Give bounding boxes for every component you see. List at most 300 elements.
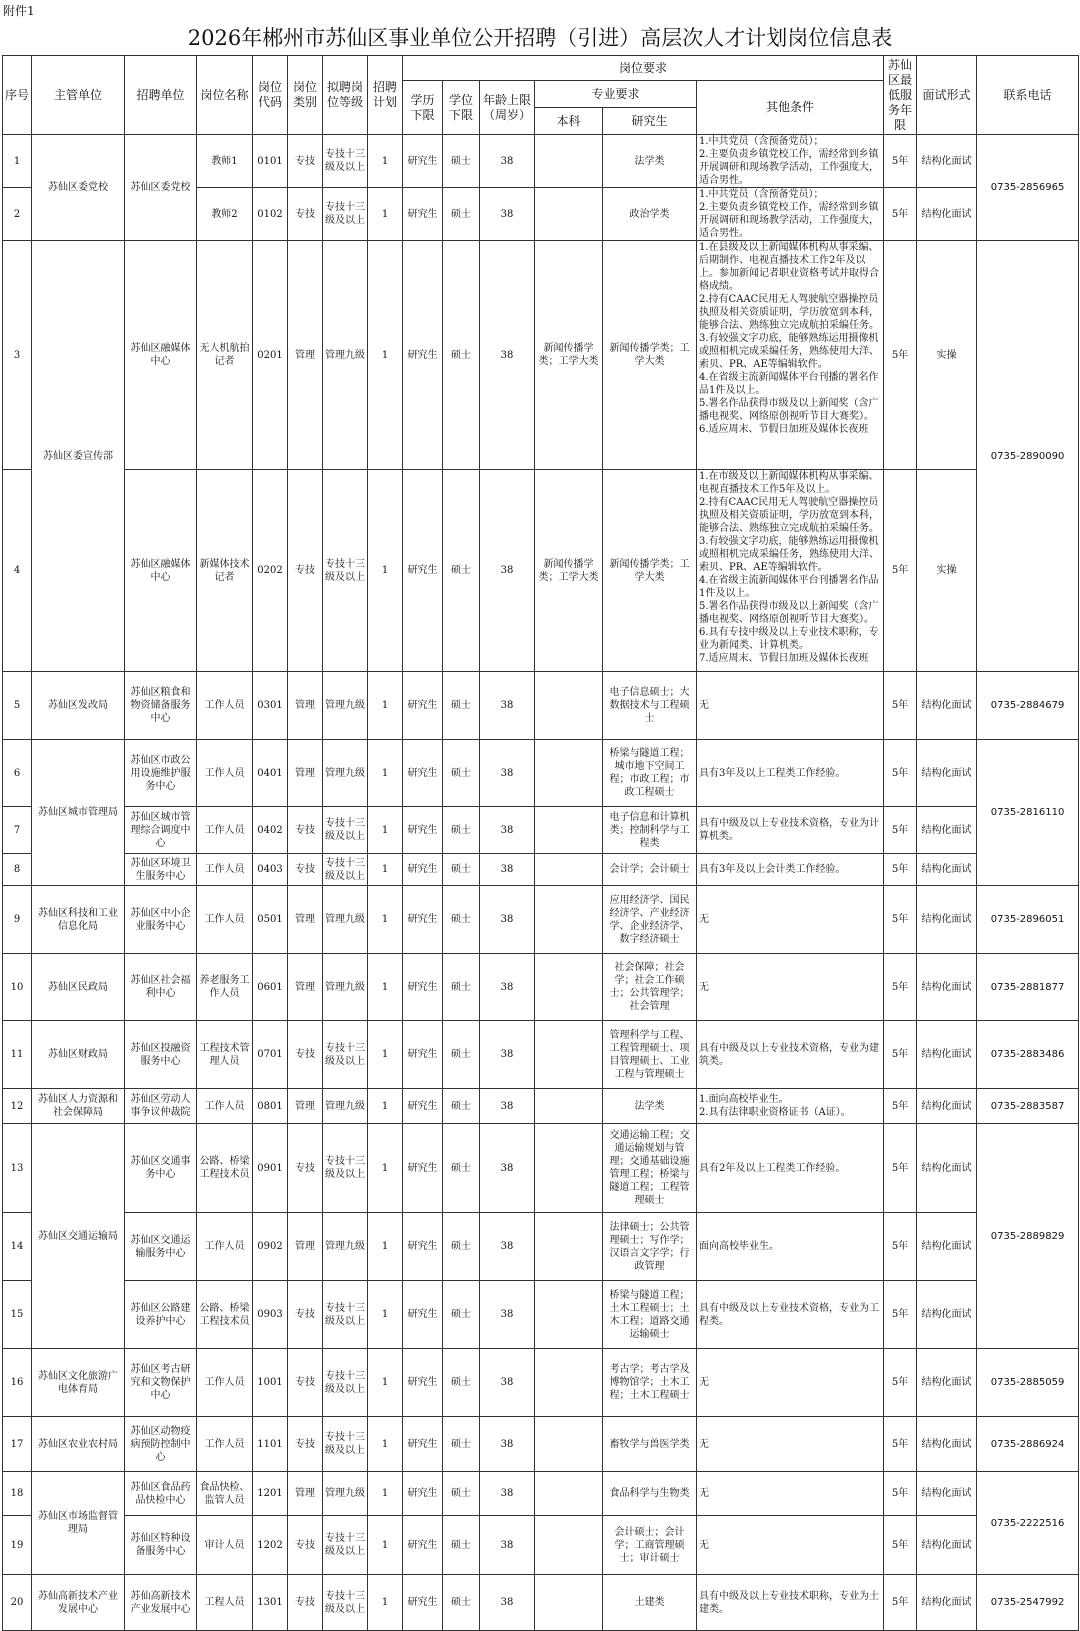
other-conditions: 具有3年及以上会计类工作经验。	[697, 854, 884, 886]
table-row	[3, 1575, 1079, 1631]
degree-min: 硕士	[443, 672, 480, 740]
degree-min: 硕士	[443, 854, 480, 886]
other-conditions: 具有3年及以上工程类工作经验。	[697, 740, 884, 807]
edu-min: 研究生	[403, 188, 443, 241]
post-code: 0501	[253, 886, 288, 954]
major-bachelor: 新闻传播学类；工学大类	[535, 470, 603, 672]
major-grad: 新闻传播学类；工学大类	[603, 470, 697, 672]
row-seq: 17	[3, 1417, 32, 1472]
post-code: 0403	[253, 854, 288, 886]
major-grad: 会计学；会计硕士	[603, 854, 697, 886]
recruit-unit: 苏仙区城市管理综合调度中心	[125, 807, 197, 854]
post-code: 0401	[253, 740, 288, 807]
dept-name: 苏仙区交通运输局	[32, 1124, 125, 1349]
edu-min: 研究生	[403, 1417, 443, 1472]
post-grade: 管理九级	[323, 740, 368, 807]
table-row	[3, 241, 1079, 470]
post-category: 管理	[288, 1213, 323, 1281]
interview-form: 结构化面试	[917, 1349, 977, 1417]
age-max: 38	[480, 1472, 535, 1516]
age-max: 38	[480, 1349, 535, 1417]
dept-name: 苏仙区市场监督管理局	[32, 1472, 125, 1575]
other-conditions: 具有中级及以上专业技术资格，专业为计算机类。	[697, 807, 884, 854]
recruit-plan: 1	[368, 1124, 403, 1213]
other-conditions: 1.在县级及以上新闻媒体机构从事采编、后期制作、电视直播技术工作2年及以上。参加新闻记者职业资格考试并取得合格成绩。 2.持有CAAC民用无人驾驶航空器操控员执照及相关资质证明，学历放宽到本科，能够合法、熟练独立完成航拍采编任务。 3.有较强文字功底，能够熟练运用摄像机或照相机完成采编任务，熟练使用大洋、索贝、PR、AE等编辑软件。 4.在省级主流新闻媒体平台刊播的署名作品1件及以上。 5.署名作品获得市级及以上新闻奖（含广播电视奖、网络原创视听节目大赛奖）。 6.适应周末、节假日加班及媒体长夜班	[697, 241, 884, 470]
header-major: 专业要求	[535, 81, 697, 108]
age-max: 38	[480, 672, 535, 740]
table-row	[3, 854, 1079, 886]
post-code: 0101	[253, 135, 288, 188]
other-conditions: 无	[697, 1472, 884, 1516]
major-bachelor	[535, 672, 603, 740]
recruit-unit: 苏仙区考古研究和文物保护中心	[125, 1349, 197, 1417]
major-grad: 应用经济学、国民经济学、产业经济学、企业经济学、数字经济硕士	[603, 886, 697, 954]
table-row	[3, 740, 1079, 807]
edu-min: 研究生	[403, 807, 443, 854]
post-code: 0201	[253, 241, 288, 470]
post-code: 1201	[253, 1472, 288, 1516]
post-name: 教师2	[197, 188, 253, 241]
post-code: 0601	[253, 954, 288, 1021]
other-conditions: 1.在市级及以上新闻媒体机构从事采编、电视直播技术工作5年及以上。 2.持有CAAC民用无人驾驶航空器操控员执照及相关资质证明，学历放宽到本科，能够合法、熟练独立完成航拍采编任务。 3.有较强文字功底，能够熟练运用摄像机或照相机完成采编任务，熟练使用大洋、索贝、PR、AE等编辑软件。 4.在省级主流新闻媒体平台刊播署名作品1件及以上。 5.署名作品获得市级及以上新闻奖（含广播电视奖、网络原创视听节目大赛奖）。 6.具有专技中级及以上专业技术职称，专业为新闻类、计算机类。 7.适应周末、节假日加班及媒体长夜班	[697, 470, 884, 672]
row-seq: 16	[3, 1349, 32, 1417]
age-max: 38	[480, 1213, 535, 1281]
other-conditions: 具有中级及以上专业技术资格，专业为工程类。	[697, 1281, 884, 1349]
post-name: 教师1	[197, 135, 253, 188]
edu-min: 研究生	[403, 854, 443, 886]
post-code: 0202	[253, 470, 288, 672]
contact-phone: 0735-2889829	[977, 1124, 1079, 1349]
service-years: 5年	[884, 807, 917, 854]
edu-min: 研究生	[403, 241, 443, 470]
interview-form: 结构化面试	[917, 1417, 977, 1472]
recruit-unit: 苏仙区特种设备服务中心	[125, 1516, 197, 1575]
table-body	[3, 135, 1079, 1631]
post-grade: 管理九级	[323, 241, 368, 470]
degree-min: 硕士	[443, 135, 480, 188]
major-grad: 电子信息硕士；大数据技术与工程硕士	[603, 672, 697, 740]
row-seq: 1	[3, 135, 32, 188]
table-row	[3, 1281, 1079, 1349]
major-grad: 桥梁与隧道工程；城市地下空间工程；市政工程；市政工程硕士	[603, 740, 697, 807]
table-row	[3, 886, 1079, 954]
row-seq: 20	[3, 1575, 32, 1631]
post-code: 1001	[253, 1349, 288, 1417]
interview-form: 结构化面试	[917, 188, 977, 241]
header-service: 苏仙区最低服务年限	[884, 56, 917, 135]
age-max: 38	[480, 1417, 535, 1472]
service-years: 5年	[884, 672, 917, 740]
post-name: 养老服务工作人员	[197, 954, 253, 1021]
post-grade: 专技十三级及以上	[323, 854, 368, 886]
edu-min: 研究生	[403, 886, 443, 954]
dept-name: 苏仙区人力资源和社会保障局	[32, 1089, 125, 1124]
degree-min: 硕士	[443, 740, 480, 807]
post-code: 0801	[253, 1089, 288, 1124]
edu-min: 研究生	[403, 1281, 443, 1349]
edu-min: 研究生	[403, 954, 443, 1021]
interview-form: 结构化面试	[917, 1124, 977, 1213]
interview-form: 结构化面试	[917, 1281, 977, 1349]
major-grad: 管理科学与工程、工程管理硕士、项目管理硕士、工业工程与管理硕士	[603, 1021, 697, 1089]
post-category: 专技	[288, 1516, 323, 1575]
contact-phone: 0735-2222516	[977, 1472, 1079, 1575]
row-seq: 19	[3, 1516, 32, 1575]
row-seq: 2	[3, 188, 32, 241]
edu-min: 研究生	[403, 672, 443, 740]
major-bachelor	[535, 740, 603, 807]
recruit-plan: 1	[368, 1089, 403, 1124]
major-grad: 土建类	[603, 1575, 697, 1631]
recruit-unit: 苏仙区融媒体中心	[125, 470, 197, 672]
dept-name: 苏仙区城市管理局	[32, 740, 125, 886]
table-row	[3, 1516, 1079, 1575]
major-grad: 交通运输工程；交通运输规划与管理；交通基础设施管理工程；桥梁与隧道工程；工程管理硕士	[603, 1124, 697, 1213]
degree-min: 硕士	[443, 1213, 480, 1281]
service-years: 5年	[884, 1472, 917, 1516]
age-max: 38	[480, 807, 535, 854]
post-category: 专技	[288, 1417, 323, 1472]
post-category: 专技	[288, 188, 323, 241]
service-years: 5年	[884, 188, 917, 241]
table-row	[3, 954, 1079, 1021]
table-row	[3, 1349, 1079, 1417]
major-grad: 桥梁与隧道工程；土木工程硕士；土木工程；道路交通运输硕士	[603, 1281, 697, 1349]
edu-min: 研究生	[403, 1575, 443, 1631]
degree-min: 硕士	[443, 1516, 480, 1575]
recruit-unit: 苏仙区食品药品快检中心	[125, 1472, 197, 1516]
service-years: 5年	[884, 954, 917, 1021]
age-max: 38	[480, 1089, 535, 1124]
other-conditions: 面向高校毕业生。	[697, 1213, 884, 1281]
service-years: 5年	[884, 1021, 917, 1089]
recruit-unit: 苏仙区市政公用设施维护服务中心	[125, 740, 197, 807]
row-seq: 7	[3, 807, 32, 854]
header-grad: 研究生	[603, 108, 697, 135]
recruit-plan: 1	[368, 1472, 403, 1516]
interview-form: 结构化面试	[917, 1089, 977, 1124]
row-seq: 6	[3, 740, 32, 807]
major-grad: 畜牧学与兽医学类	[603, 1417, 697, 1472]
recruit-plan: 1	[368, 241, 403, 470]
recruit-unit: 苏仙区社会福利中心	[125, 954, 197, 1021]
major-bachelor	[535, 1516, 603, 1575]
post-category: 专技	[288, 1575, 323, 1631]
interview-form: 结构化面试	[917, 1021, 977, 1089]
degree-min: 硕士	[443, 1575, 480, 1631]
row-seq: 14	[3, 1213, 32, 1281]
post-name: 食品快检、监管人员	[197, 1472, 253, 1516]
recruit-plan: 1	[368, 740, 403, 807]
major-bachelor	[535, 1575, 603, 1631]
interview-form: 结构化面试	[917, 886, 977, 954]
contact-phone: 0735-2547992	[977, 1575, 1079, 1631]
degree-min: 硕士	[443, 807, 480, 854]
post-category: 专技	[288, 1281, 323, 1349]
dept-name: 苏仙区农业农村局	[32, 1417, 125, 1472]
major-bachelor	[535, 854, 603, 886]
post-grade: 管理九级	[323, 1213, 368, 1281]
edu-min: 研究生	[403, 1516, 443, 1575]
row-seq: 9	[3, 886, 32, 954]
header-unit: 招聘单位	[125, 56, 197, 135]
post-name: 公路、桥梁工程技术员	[197, 1281, 253, 1349]
edu-min: 研究生	[403, 1124, 443, 1213]
header-requirements: 岗位要求	[403, 56, 884, 81]
contact-phone: 0735-2883486	[977, 1021, 1079, 1089]
post-name: 工作人员	[197, 886, 253, 954]
post-name: 公路、桥梁工程技术员	[197, 1124, 253, 1213]
recruit-unit: 苏仙区劳动人事争议仲裁院	[125, 1089, 197, 1124]
degree-min: 硕士	[443, 1089, 480, 1124]
post-category: 管理	[288, 1472, 323, 1516]
degree-min: 硕士	[443, 470, 480, 672]
recruit-unit: 苏仙区公路建设养护中心	[125, 1281, 197, 1349]
service-years: 5年	[884, 1575, 917, 1631]
post-grade: 专技十三级及以上	[323, 807, 368, 854]
post-name: 工作人员	[197, 740, 253, 807]
row-seq: 4	[3, 470, 32, 672]
age-max: 38	[480, 1281, 535, 1349]
dept-name: 苏仙区文化旅游广电体育局	[32, 1349, 125, 1417]
edu-min: 研究生	[403, 740, 443, 807]
row-seq: 13	[3, 1124, 32, 1213]
other-conditions: 无	[697, 1349, 884, 1417]
other-conditions: 无	[697, 886, 884, 954]
other-conditions: 1.面向高校毕业生。 2.具有法律职业资格证书（A证）。	[697, 1089, 884, 1124]
edu-min: 研究生	[403, 1349, 443, 1417]
post-category: 管理	[288, 740, 323, 807]
row-seq: 5	[3, 672, 32, 740]
header-plan: 招聘计划	[368, 56, 403, 135]
service-years: 5年	[884, 470, 917, 672]
post-grade: 管理九级	[323, 886, 368, 954]
post-category: 管理	[288, 241, 323, 470]
table-row	[3, 1213, 1079, 1281]
header-other: 其他条件	[697, 81, 884, 135]
age-max: 38	[480, 241, 535, 470]
page-title: 2026年郴州市苏仙区事业单位公开招聘（引进）高层次人才计划岗位信息表	[187, 26, 893, 50]
interview-form: 结构化面试	[917, 135, 977, 188]
post-name: 工作人员	[197, 1213, 253, 1281]
major-grad: 会计硕士；会计学；工商管理硕士；审计硕士	[603, 1516, 697, 1575]
post-code: 0102	[253, 188, 288, 241]
contact-phone: 0735-2890090	[977, 241, 1079, 672]
degree-min: 硕士	[443, 954, 480, 1021]
table-row	[3, 807, 1079, 854]
age-max: 38	[480, 954, 535, 1021]
service-years: 5年	[884, 1089, 917, 1124]
post-category: 专技	[288, 1349, 323, 1417]
major-bachelor	[535, 807, 603, 854]
recruit-plan: 1	[368, 135, 403, 188]
recruit-plan: 1	[368, 1349, 403, 1417]
interview-form: 结构化面试	[917, 1213, 977, 1281]
interview-form: 实操	[917, 470, 977, 672]
degree-min: 硕士	[443, 1281, 480, 1349]
dept-name: 苏仙区民政局	[32, 954, 125, 1021]
post-category: 专技	[288, 470, 323, 672]
dept-name: 苏仙区发改局	[32, 672, 125, 740]
table-header	[3, 56, 1079, 135]
age-max: 38	[480, 886, 535, 954]
row-seq: 12	[3, 1089, 32, 1124]
edu-min: 研究生	[403, 1213, 443, 1281]
row-seq: 8	[3, 854, 32, 886]
row-seq: 10	[3, 954, 32, 1021]
service-years: 5年	[884, 886, 917, 954]
dept-name: 苏仙区财政局	[32, 1021, 125, 1089]
edu-min: 研究生	[403, 135, 443, 188]
age-max: 38	[480, 740, 535, 807]
other-conditions: 无	[697, 1417, 884, 1472]
contact-phone: 0735-2883587	[977, 1089, 1079, 1124]
row-seq: 18	[3, 1472, 32, 1516]
header-code: 岗位代码	[253, 56, 288, 135]
other-conditions: 具有中级及以上专业技术职称，专业为土建类。	[697, 1575, 884, 1631]
post-category: 专技	[288, 1021, 323, 1089]
major-bachelor	[535, 1124, 603, 1213]
interview-form: 结构化面试	[917, 1516, 977, 1575]
age-max: 38	[480, 188, 535, 241]
header-post: 岗位名称	[197, 56, 253, 135]
service-years: 5年	[884, 1417, 917, 1472]
interview-form: 结构化面试	[917, 1575, 977, 1631]
dept-name: 苏仙高新技术产业发展中心	[32, 1575, 125, 1631]
post-code: 0901	[253, 1124, 288, 1213]
row-seq: 15	[3, 1281, 32, 1349]
row-seq: 3	[3, 241, 32, 470]
post-name: 无人机航拍记者	[197, 241, 253, 470]
major-grad: 新闻传播学类；工学大类	[603, 241, 697, 470]
table-row	[3, 1021, 1079, 1089]
post-code: 1301	[253, 1575, 288, 1631]
degree-min: 硕士	[443, 1124, 480, 1213]
post-code: 0701	[253, 1021, 288, 1089]
header-degree: 学位下限	[443, 81, 480, 135]
service-years: 5年	[884, 854, 917, 886]
service-years: 5年	[884, 1213, 917, 1281]
recruit-plan: 1	[368, 672, 403, 740]
edu-min: 研究生	[403, 1472, 443, 1516]
header-edu: 学历下限	[403, 81, 443, 135]
post-grade: 专技十三级及以上	[323, 1575, 368, 1631]
recruit-unit: 苏仙区融媒体中心	[125, 241, 197, 470]
recruit-unit: 苏仙区交通事务中心	[125, 1124, 197, 1213]
recruit-plan: 1	[368, 188, 403, 241]
recruit-unit: 苏仙区交通运输服务中心	[125, 1213, 197, 1281]
edu-min: 研究生	[403, 470, 443, 672]
interview-form: 结构化面试	[917, 740, 977, 807]
post-category: 专技	[288, 854, 323, 886]
major-bachelor	[535, 135, 603, 188]
service-years: 5年	[884, 1349, 917, 1417]
post-name: 工程技术管理人员	[197, 1021, 253, 1089]
recruit-plan: 1	[368, 807, 403, 854]
post-code: 0301	[253, 672, 288, 740]
age-max: 38	[480, 1021, 535, 1089]
post-category: 管理	[288, 672, 323, 740]
edu-min: 研究生	[403, 1021, 443, 1089]
contact-phone: 0735-2885059	[977, 1349, 1079, 1417]
post-category: 专技	[288, 1124, 323, 1213]
post-grade: 管理九级	[323, 672, 368, 740]
post-code: 0903	[253, 1281, 288, 1349]
major-grad: 社会保障；社会学；社会工作硕士；公共管理学；社会管理	[603, 954, 697, 1021]
contact-phone: 0735-2896051	[977, 886, 1079, 954]
post-code: 1101	[253, 1417, 288, 1472]
degree-min: 硕士	[443, 1472, 480, 1516]
major-bachelor	[535, 1349, 603, 1417]
major-grad: 法学类	[603, 135, 697, 188]
post-name: 工作人员	[197, 1089, 253, 1124]
degree-min: 硕士	[443, 1349, 480, 1417]
table-row	[3, 470, 1079, 672]
header-seq: 序号	[3, 56, 32, 135]
other-conditions: 无	[697, 672, 884, 740]
age-max: 38	[480, 1575, 535, 1631]
post-grade: 管理九级	[323, 954, 368, 1021]
service-years: 5年	[884, 1124, 917, 1213]
other-conditions: 无	[697, 954, 884, 1021]
degree-min: 硕士	[443, 886, 480, 954]
positions-table	[2, 55, 1079, 1631]
major-bachelor	[535, 886, 603, 954]
post-name: 工作人员	[197, 1349, 253, 1417]
table-row	[3, 1089, 1079, 1124]
dept-name: 苏仙区委宣传部	[32, 241, 125, 672]
header-category: 岗位类别	[288, 56, 323, 135]
post-category: 专技	[288, 135, 323, 188]
service-years: 5年	[884, 1281, 917, 1349]
major-bachelor	[535, 954, 603, 1021]
contact-phone: 0735-2886924	[977, 1417, 1079, 1472]
major-bachelor	[535, 1021, 603, 1089]
recruit-unit: 苏仙区委党校	[125, 135, 197, 241]
post-category: 管理	[288, 886, 323, 954]
interview-form: 实操	[917, 241, 977, 470]
major-grad: 法学类	[603, 1089, 697, 1124]
recruit-unit: 苏仙区动物疫病预防控制中心	[125, 1417, 197, 1472]
post-category: 专技	[288, 807, 323, 854]
major-bachelor: 新闻传播学类；工学大类	[535, 241, 603, 470]
recruit-plan: 1	[368, 1213, 403, 1281]
header-interview: 面试形式	[917, 56, 977, 135]
table-row	[3, 135, 1079, 188]
post-grade: 专技十三级及以上	[323, 135, 368, 188]
major-bachelor	[535, 1089, 603, 1124]
dept-name: 苏仙区科技和工业信息化局	[32, 886, 125, 954]
edu-min: 研究生	[403, 1089, 443, 1124]
recruit-plan: 1	[368, 886, 403, 954]
service-years: 5年	[884, 740, 917, 807]
post-grade: 专技十三级及以上	[323, 188, 368, 241]
recruit-plan: 1	[368, 470, 403, 672]
post-name: 工作人员	[197, 672, 253, 740]
major-grad: 政治学类	[603, 188, 697, 241]
recruit-unit: 苏仙区投融资服务中心	[125, 1021, 197, 1089]
post-grade: 专技十三级及以上	[323, 1281, 368, 1349]
other-conditions: 无	[697, 1516, 884, 1575]
degree-min: 硕士	[443, 1021, 480, 1089]
header-age: 年龄上限（周岁）	[480, 81, 535, 135]
other-conditions: 1.中共党员（含预备党员）； 2.主要负责乡镇党校工作，需经常到乡镇开展调研和现场教学活动，工作强度大，适合男性。	[697, 135, 884, 188]
degree-min: 硕士	[443, 188, 480, 241]
table-row	[3, 672, 1079, 740]
header-phone: 联系电话	[977, 56, 1079, 135]
interview-form: 结构化面试	[917, 854, 977, 886]
service-years: 5年	[884, 1516, 917, 1575]
